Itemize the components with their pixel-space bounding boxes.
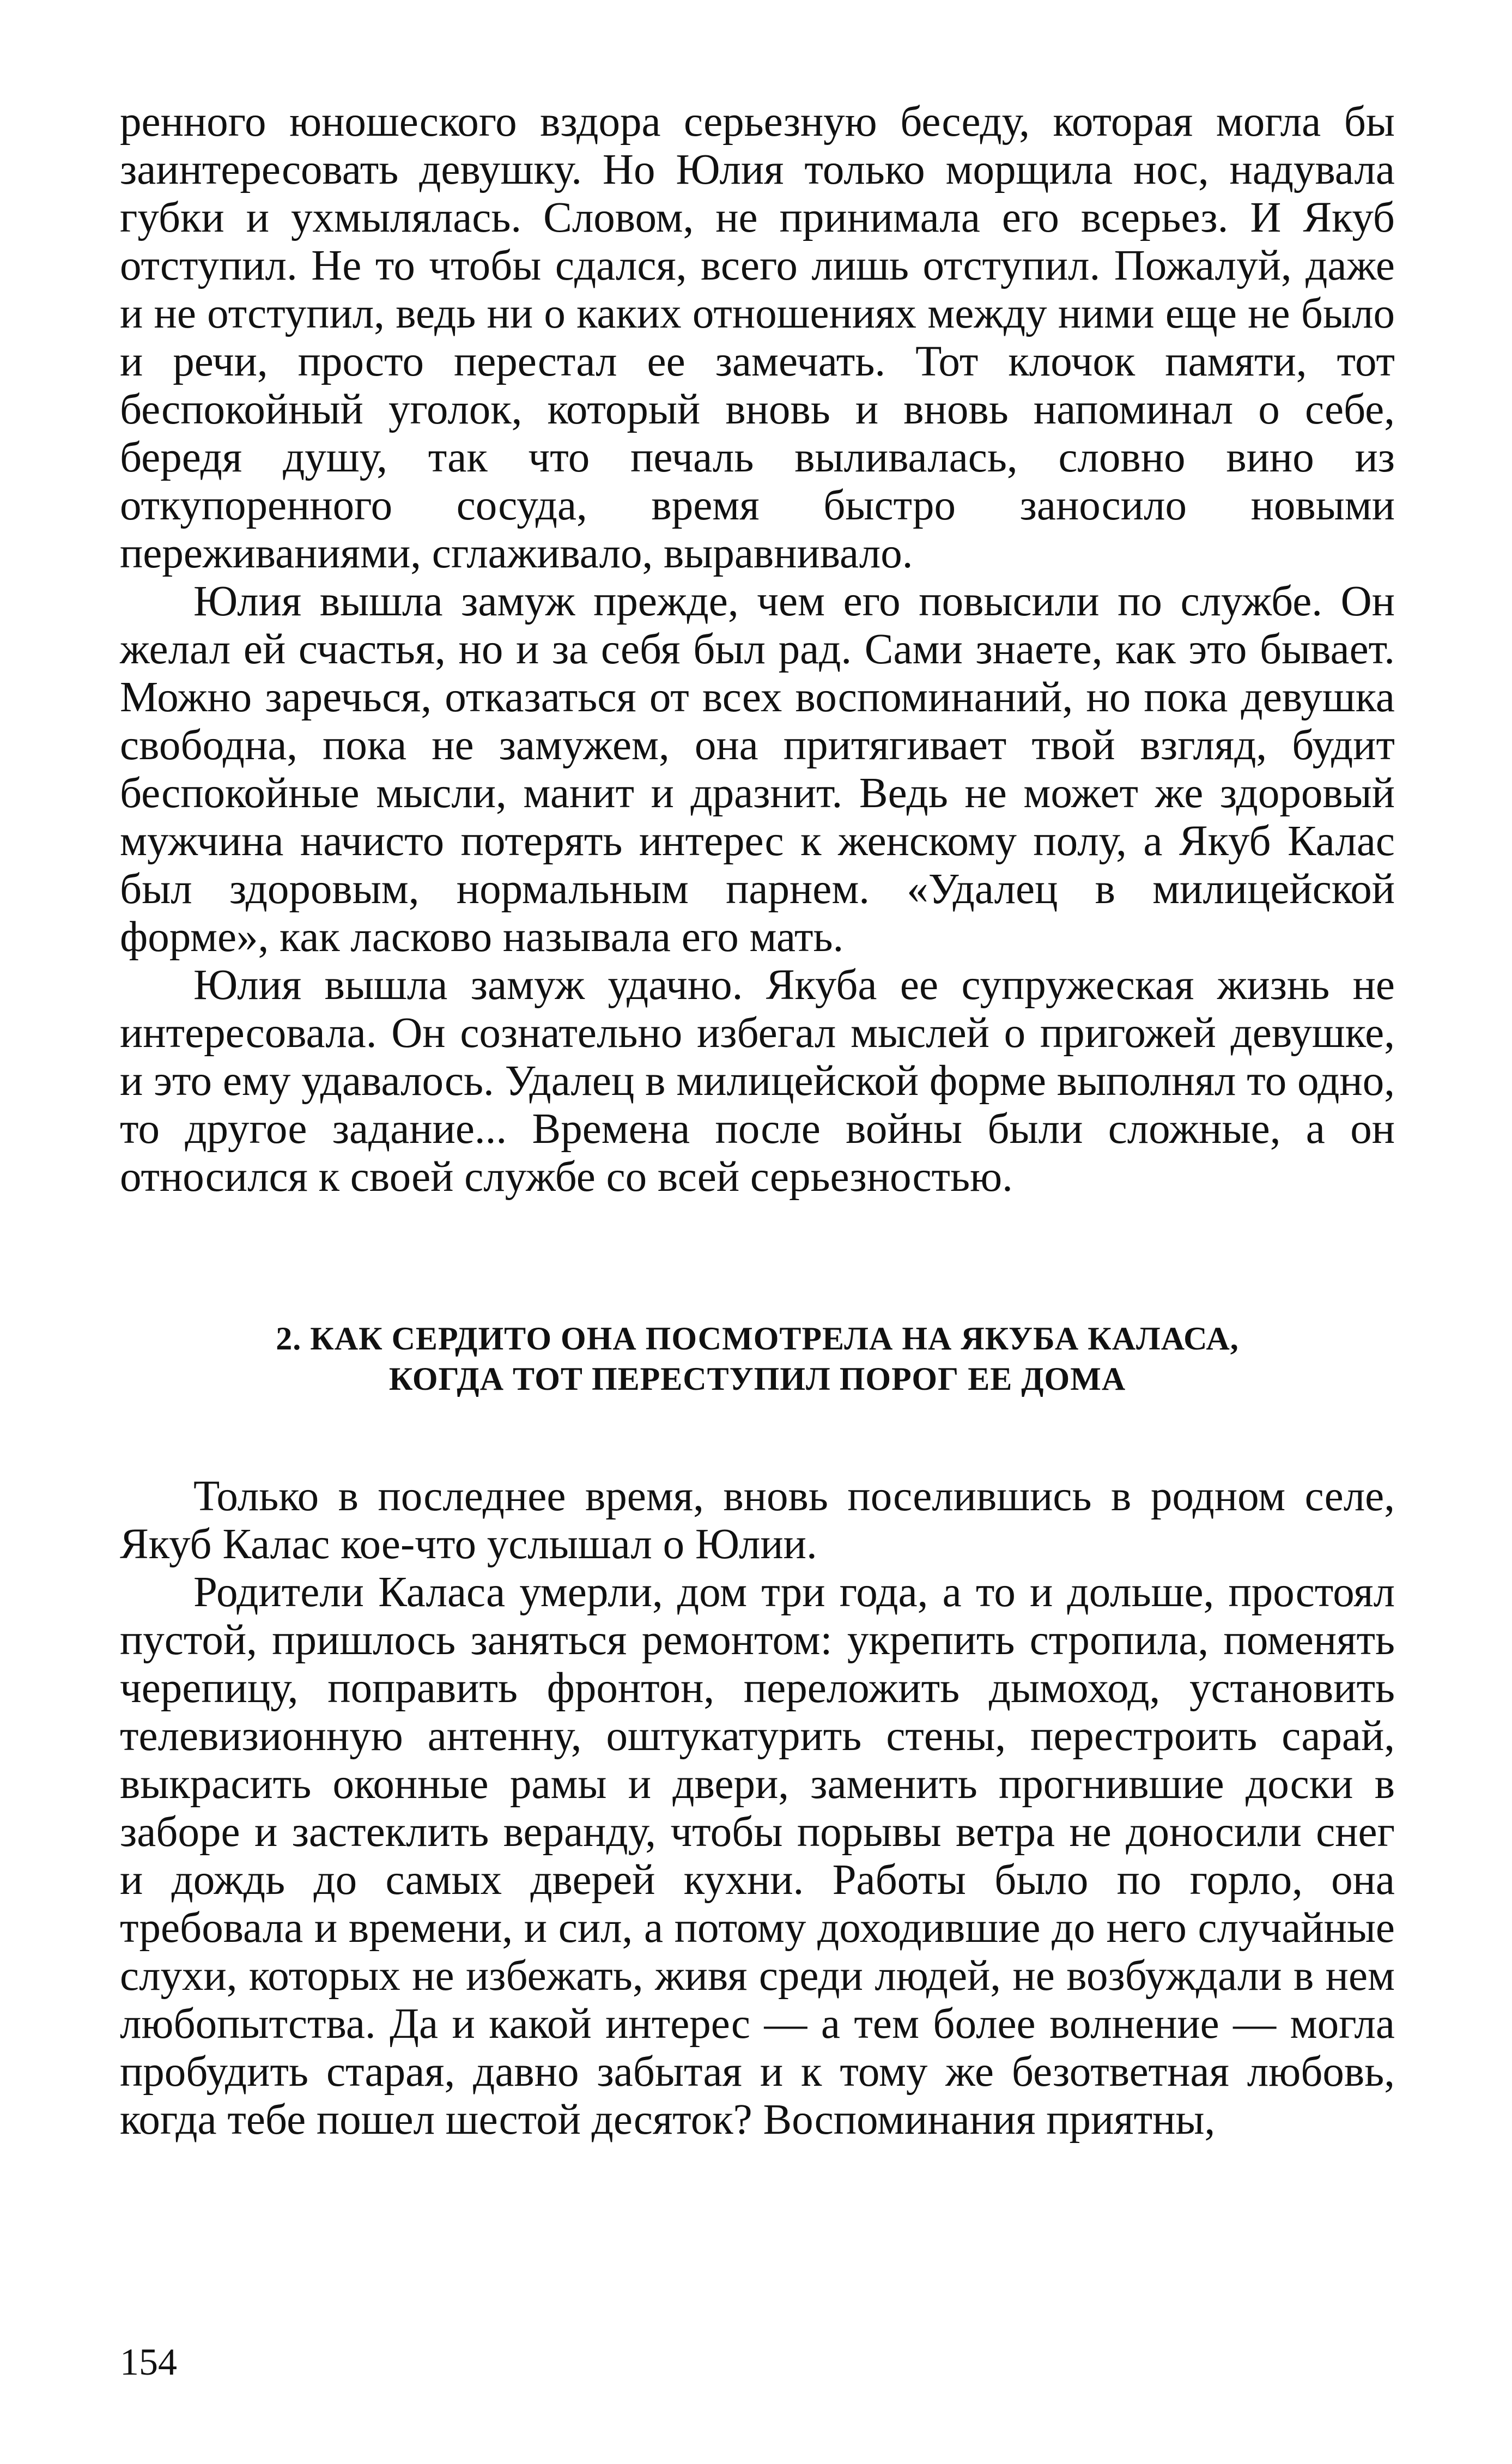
chapter-heading <box>120 1318 1395 1399</box>
book-page <box>120 98 1395 2387</box>
chapter-heading-line: 2. КАК СЕРДИТО ОНА ПОСМОТРЕЛА НА ЯКУБА КАЛАСА, <box>276 1321 1239 1357</box>
paragraph: Юлия вышла замуж прежде, чем его повысили по службе. Он желал ей счастья, но и за себя был рад. Сами знаете, как это бывает. Можно заречься, отказаться от всех воспоминаний, но пока девушка свободна, пока не замужем, она притягивает твой взгляд, будит беспокойные мысли, манит и дразнит. Ведь не может же здоровый мужчина начисто потерять интерес к женскому полу, а Якуб Калас был здоровым, нормальным парнем. «Удалец в милицейской форме», как ласково называла его мать. <box>120 578 1395 961</box>
page-number: 154 <box>120 2341 177 2383</box>
paragraph-continued: ренного юношеского вздора серьезную беседу, которая могла бы заинтересовать девушку. Но Юлия только морщила нос, надувала губки и ухмылялась. Словом, не принимала его всерьез. И Якуб отступил. Не то чтобы сдался, всего лишь отступил. Пожалуй, даже и не отступил, ведь ни о каких отношениях между ними еще не было и речи, просто перестал ее замечать. Тот клочок памяти, тот беспокойный уголок, который вновь и вновь напоминал о себе, бередя душу, так что печаль выливалась, словно вино из откупоренного сосуда, время быстро заносило новыми переживаниями, сглаживало, выравнивало. <box>120 98 1395 577</box>
paragraph: Родители Каласа умерли, дом три года, а то и дольше, простоял пустой, пришлось заняться ремонтом: укрепить стропила, поменять черепицу, поправить фронтон, переложить дымоход, установить телевизионную антенну, оштукатурить стены, перестроить сарай, выкрасить оконные рамы и двери, заменить прогнившие доски в заборе и застеклить веранду, чтобы порывы ветра не доносили снег и дождь до самых дверей кухни. Работы было по горло, она требовала и времени, и сил, а потому доходившие до него случайные слухи, которых не избежать, живя среди людей, не возбуждали в нем любопытства. Да и какой интерес — а тем более волнение — могла пробудить старая, давно забытая и к тому же безответная любовь, когда тебе пошел шестой десяток? Воспоминания приятны, <box>120 1569 1395 2144</box>
paragraph: Только в последнее время, вновь поселившись в родном селе, Якуб Калас кое-что услышал о Юлии. <box>120 1473 1395 1568</box>
chapter-heading-line: КОГДА ТОТ ПЕРЕСТУПИЛ ПОРОГ ЕЕ ДОМА <box>388 1361 1126 1397</box>
paragraph: Юлия вышла замуж удачно. Якуба ее супружеская жизнь не интересовала. Он сознательно избегал мыслей о пригожей девушке, и это ему удавалось. Удалец в милицейской форме выполнял то одно, то другое задание... Времена после войны были сложные, а он относился к своей службе со всей серьезностью. <box>120 961 1395 1201</box>
